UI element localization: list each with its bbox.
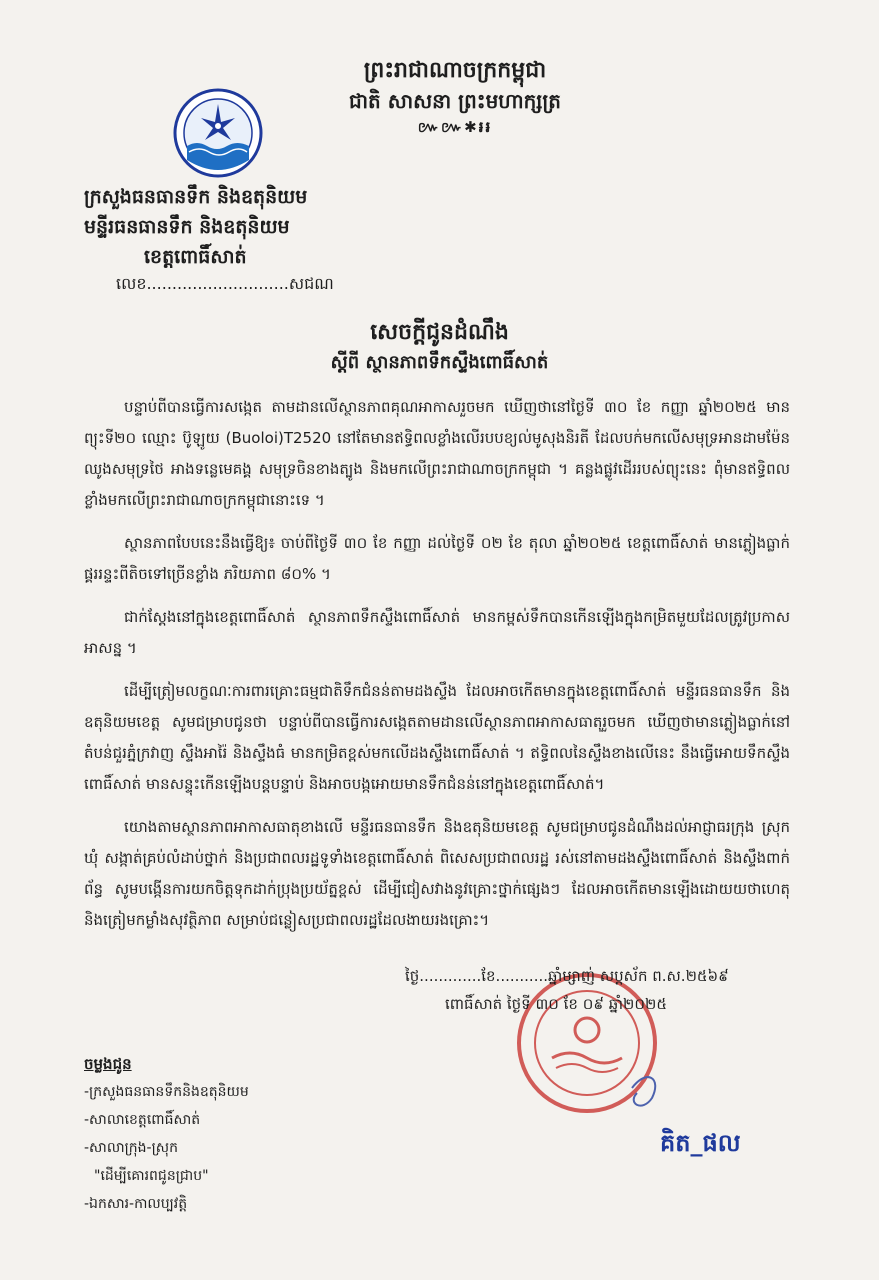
paragraph: ស្ថានភាពបែបនេះនឹងធ្វើឱ្យ៖ ចាប់ពីថ្ងៃទី ៣០ ខែ កញ្ញា ដល់ថ្ងៃទី ០២ ខែ តុលា ឆ្នាំ២០២៥ ខេត្តពោធិ៍សាត់ មានភ្លៀងធ្លាក់ផ្គររន្ទះពីតិចទៅច្រើនខ្លាំង ភរិយភាព ៨០% ។ <box>84 534 790 583</box>
ministry-name: ក្រសួងធនធានទឹក និងឧតុនិយម <box>84 186 308 208</box>
list-item: -សាលាខេត្តពោធិ៍សាត់ <box>84 1112 201 1128</box>
province-name: ខេត្តពោធិ៍សាត់ <box>144 246 247 268</box>
list-item: -ឯកសារ-កាលប្បវត្តិ <box>84 1196 188 1212</box>
solar-date: ពោធិ៍សាត់ ថ្ងៃទី ៣០ ខែ ០៩ ឆ្នាំ២០២៥ <box>445 995 667 1013</box>
signer-name: គិត_ផល <box>660 1129 741 1157</box>
ornament-divider: ៚៚✱៛៛ <box>417 118 493 136</box>
document-subject: ស្តីពី ស្ថានភាពទឹកស្ទឹងពោធិ៍សាត់ <box>330 352 549 373</box>
recipients-heading: ចម្លងជូន <box>84 1055 132 1073</box>
recipients-list <box>84 1050 249 1218</box>
kingdom-name: ព្រះរាជាណាចក្រកម្ពុជា <box>363 58 547 83</box>
paragraph: ជាក់ស្តែងនៅក្នុងខេត្តពោធិ៍សាត់ ស្ថានភាពទឹកស្ទឹងពោធិ៍សាត់ មានកម្ពស់ទឹកបានកើនឡើងក្នុងកម្រិតមួយដែលត្រូវប្រកាសអាសន្ន ។ <box>84 608 790 657</box>
paragraph: ដើម្បីត្រៀមលក្ខណៈការពារគ្រោះធម្មជាតិទឹកជំនន់តាមដងស្ទឹង ដែលអាចកើតមានក្នុងខេត្តពោធិ៍សាត់ មន្ទីរធនធានទឹក និងឧតុនិយមខេត្ត សូមជម្រាបជូនថា បន្ទាប់ពីបានធ្វើការសង្កេតតាមដានលើស្ថានភាពអាកាសធាតុរួចមក ឃើញថាមានភ្លៀងធ្លាក់នៅតំបន់ជួរភ្នំក្រវាញ ស្ទឹងអារ៉ៃ និងស្ទឹងធំ មានកម្រិតខ្ពស់មកលើដងស្ទឹងពោធិ៍សាត់ ។ ឥទ្ធិពលនៃស្ទឹងខាងលើនេះ នឹងធ្វើអោយទឹកស្ទឹងពោធិ៍សាត់ មានសន្ទុះកើនឡើងបន្តបន្ទាប់ និងអាចបង្កអោយមានទឹកជំនន់នៅក្នុងខេត្តពោធិ៍សាត់។ <box>84 682 790 793</box>
list-item: -ក្រសួងធនធានទឹកនិងឧតុនិយម <box>84 1084 249 1100</box>
kingdom-header <box>290 56 620 138</box>
lunar-date: ថ្ងៃ.............ខែ...........ឆ្នាំម្សាញ់ សប្តស័ក ព.ស.២៥៦៩ <box>405 967 729 985</box>
list-item: "ដើម្បីគោរពជូនជ្រាប" <box>94 1168 209 1184</box>
date-block <box>405 962 729 1018</box>
document-title: សេចក្តីជូនដំណឹង <box>370 320 509 345</box>
list-item: -សាលាក្រុង-ស្រុក <box>84 1140 178 1156</box>
department-name: មន្ទីរធនធានទឹក និងឧតុនិយម <box>84 216 290 238</box>
paragraph: យោងតាមស្ថានភាពអាកាសធាតុខាងលើ មន្ទីរធនធានទឹក និងឧតុនិយមខេត្ត សូមជម្រាបជូនដំណឹងដល់អាជ្ញាធរក្រុង ស្រុក ឃុំ សង្កាត់គ្រប់លំដាប់ថ្នាក់ និងប្រជាពលរដ្ឋទូទាំងខេត្តពោធិ៍សាត់ ពិសេសប្រជាពលរដ្ឋ រស់នៅតាមដងស្ទឹងពោធិ៍សាត់ និងស្ទឹងពាក់ព័ន្ធ សូមបង្កើនការយកចិត្តទុកដាក់ប្រុងប្រយ័ត្នខ្ពស់ ដើម្បីជៀសវាងនូវគ្រោះថ្នាក់ផ្សេងៗ ដែលអាចកើតមានឡើងដោយយថាហេតុ និងត្រៀមកម្លាំងសុវត្ថិភាព សម្រាប់ជន្លៀសប្រជាពលរដ្ឋដែលងាយរងគ្រោះ។ <box>84 818 790 929</box>
paragraph: បន្ទាប់ពីបានធ្វើការសង្កេត តាមដានលើស្ថានភាពគុណអាកាសរួចមក ឃើញថានៅថ្ងៃទី ៣០ ខែ កញ្ញា ឆ្នាំ២០២៥ មានព្យុះទី២០ ឈ្មោះ ប៊ូឡូយ (Buoloi)T2520 នៅតែមានឥទ្ធិពលខ្លាំងលើរបបខ្យល់មូសុងនិរតី ដែលបក់មកលើសមុទ្រអានដាមម៉ែន ឈូងសមុទ្រថៃ អាងទន្លេមេគង្គ សមុទ្រចិនខាងត្បូង និងមកលើព្រះរាជាណាចក្រកម្ពុជា ។ គន្លងផ្លូវដើររបស់ព្យុះនេះ ពុំមានឥទ្ធិពលខ្លាំងមកលើព្រះរាជាណាចក្រកម្ពុជានោះទេ ។ <box>84 398 790 509</box>
reference-number: លេខ............................សជណ <box>116 274 334 293</box>
ministry-logo-icon <box>173 88 263 178</box>
national-motto: ជាតិ សាសនា ព្រះមហាក្សត្រ <box>349 89 561 113</box>
document-body <box>84 392 790 948</box>
ministry-block <box>84 182 307 272</box>
